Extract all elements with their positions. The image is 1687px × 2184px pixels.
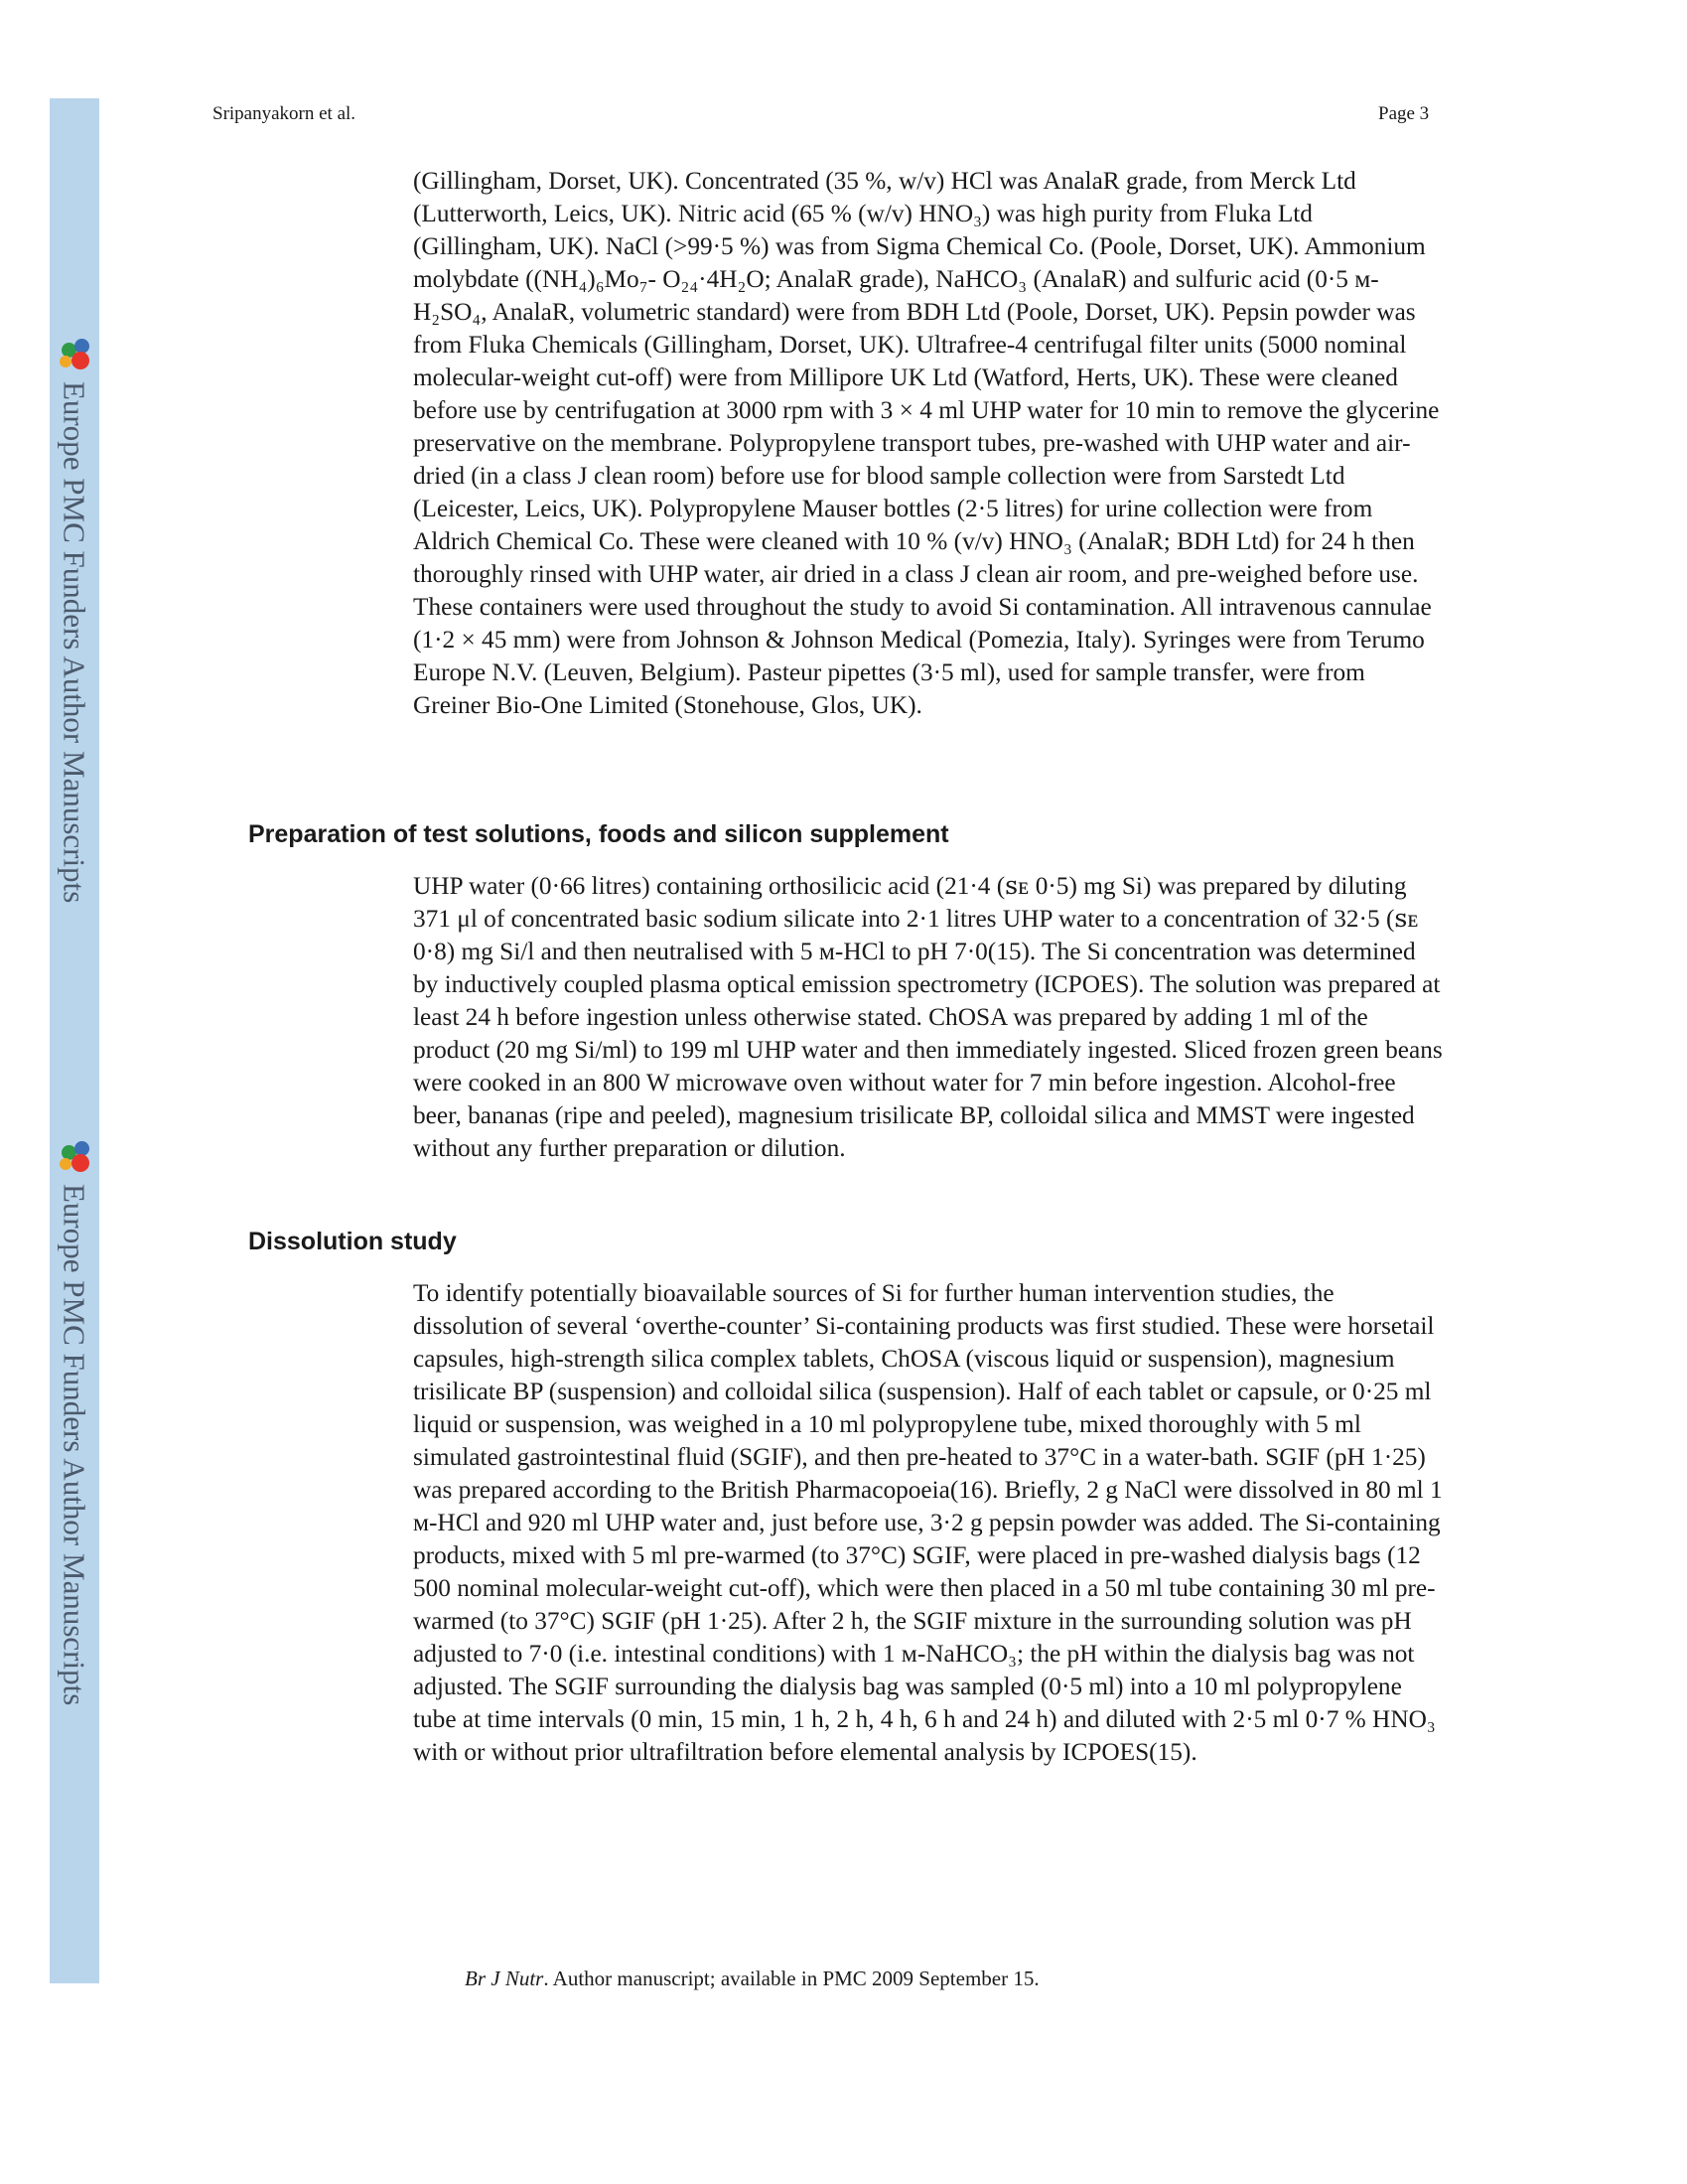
preparation-paragraph bbox=[413, 870, 1446, 1165]
paragraph-text: UHP water (0·66 litres) containing orthosilicic acid (21·4 (ꜱᴇ 0·5) mg Si) was prepared by diluting 371 μl of concentrated basic sodium silicate into 2·1 litres UHP water to a concentration of 32·5 (ꜱᴇ 0·8) mg Si/l and then neutralised with 5 ᴍ-HCl to pH 7·0(15). The Si concentration was determined by inductively coupled plasma optical emission spectrometry (ICPOES). The solution was prepared at least 24 h before ingestion unless otherwise stated. ChOSA was prepared by adding 1 ml of the product (20 mg Si/ml) to 199 ml UHP water and then immediately ingested. Sliced frozen green beans were cooked in an 800 W microwave oven without water for 7 min before ingestion. Alcohol-free beer, bananas (ripe and peeled), magnesium trisilicate BP, colloidal silica and MMST were ingested without any further preparation or dilution. bbox=[413, 872, 1443, 1162]
footer-availability: . Author manuscript; available in PMC 2009 September 15. bbox=[543, 1966, 1040, 1990]
sidebar-label-top bbox=[52, 338, 97, 953]
sidebar-text-top: Europe PMC Funders Author Manuscripts bbox=[57, 381, 92, 904]
materials-paragraph bbox=[413, 165, 1446, 722]
footer-journal: Br J Nutr bbox=[465, 1966, 544, 1990]
europepmc-logo-icon bbox=[56, 338, 93, 375]
sidebar-label-bottom bbox=[52, 1140, 97, 1756]
dissolution-paragraph bbox=[413, 1277, 1446, 1769]
page-footer bbox=[465, 1966, 1040, 1991]
running-header-page: Page 3 bbox=[1378, 103, 1430, 124]
section-heading-preparation: Preparation of test solutions, foods and silicon supplement bbox=[248, 820, 949, 848]
section-heading-dissolution: Dissolution study bbox=[248, 1228, 457, 1255]
running-header-author: Sripanyakorn et al. bbox=[212, 103, 356, 124]
paragraph-text: To identify potentially bioavailable sources of Si for further human intervention studies, the dissolution of several ‘overthe-counter’ Si-containing products was first studied. These were horsetail capsules, high-strength silica complex tablets, ChOSA (viscous liquid or suspension), magnesium trisilicate BP (suspension) and colloidal silica (suspension). Half of each tablet or capsule, or 0·25 ml liquid or suspension, was weighed in a 10 ml polypropylene tube, mixed thoroughly with 5 ml simulated gastrointestinal fluid (SGIF), and then pre-heated to 37°C in a water-bath. SGIF (pH 1·25) was prepared according to the British Pharmacopoeia(16). Briefly, 2 g NaCl were dissolved in 80 ml 1 ᴍ-HCl and 920 ml UHP water and, just before use, 3·2 g pepsin powder was added. The Si-containing products, mixed with 5 ml pre-warmed (to 37°C) SGIF, were placed in pre-washed dialysis bags (12 500 nominal molecular-weight cut-off), which were then placed in a 50 ml tube containing 30 ml pre-warmed (to 37°C) SGIF (pH 1·25). After 2 h, the SGIF mixture in the surrounding solution was pH adjusted to 7·0 (i.e. intestinal conditions) with 1 ᴍ-NaHCO₃; the pH within the dialysis bag was not adjusted. The SGIF surrounding the dialysis bag was sampled (0·5 ml) into a 10 ml polypropylene tube at time intervals (0 min, 15 min, 1 h, 2 h, 4 h, 6 h and 24 h) and diluted with 2·5 ml 0·7 % HNO₃ with or without prior ultrafiltration before elemental analysis by ICPOES(15). bbox=[413, 1279, 1443, 1766]
sidebar-text-bottom: Europe PMC Funders Author Manuscripts bbox=[57, 1184, 92, 1706]
europepmc-logo-icon bbox=[56, 1140, 93, 1178]
paragraph-text: (Gillingham, Dorset, UK). Concentrated (35 %, w/v) HCl was AnalaR grade, from Merck Ltd (Lutterworth, Leics, UK). Nitric acid (65 % (w/v) HNO₃) was high purity from Fluka Ltd (Gillingham, UK). NaCl (>99·5 %) was from Sigma Chemical Co. (Poole, Dorset, UK). Ammonium molybdate ((NH₄)₆Mo₇- O₂₄·4H₂O; AnalaR grade), NaHCO₃ (AnalaR) and sulfuric acid (0·5 ᴍ-H₂SO₄, AnalaR, volumetric standard) were from BDH Ltd (Poole, Dorset, UK). Pepsin powder was from Fluka Chemicals (Gillingham, Dorset, UK). Ultrafree-4 centrifugal filter units (5000 nominal molecular-weight cut-off) were from Millipore UK Ltd (Watford, Herts, UK). These were cleaned before use by centrifugation at 3000 rpm with 3 × 4 ml UHP water for 10 min to remove the glycerine preservative on the membrane. Polypropylene transport tubes, pre-washed with UHP water and air-dried (in a class J clean room) before use for blood sample collection were from Sarstedt Ltd (Leicester, Leics, UK). Polypropylene Mauser bottles (2·5 litres) for urine collection were from Aldrich Chemical Co. These were cleaned with 10 % (v/v) HNO₃ (AnalaR; BDH Ltd) for 24 h then thoroughly rinsed with UHP water, air dried in a class J clean air room, and pre-weighed before use. These containers were used throughout the study to avoid Si contamination. All intravenous cannulae (1·2 × 45 mm) were from Johnson & Johnson Medical (Pomezia, Italy). Syringes were from Terumo Europe N.V. (Leuven, Belgium). Pasteur pipettes (3·5 ml), used for sample transfer, were from Greiner Bio-One Limited (Stonehouse, Glos, UK). bbox=[413, 167, 1440, 719]
